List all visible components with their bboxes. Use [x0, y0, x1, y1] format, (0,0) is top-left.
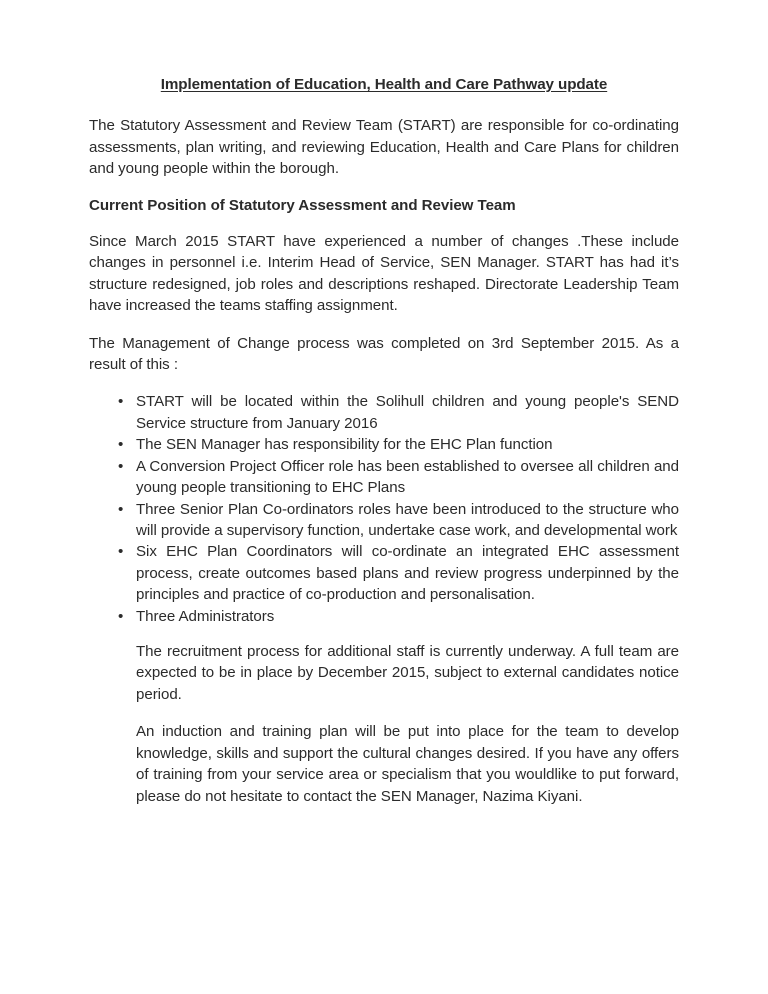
- paragraph-recruitment: The recruitment process for additional staff is currently underway. A full team are expected to be in place by December 2015, subject to external candidates notice period.: [136, 643, 679, 703]
- bullet-icon: •: [118, 436, 124, 454]
- bullet-icon: •: [118, 607, 124, 625]
- list-item: [89, 434, 679, 455]
- bullet-icon: •: [118, 543, 124, 561]
- list-item-text: Three Administrators: [136, 607, 275, 625]
- section-heading-current-position: Current Position of Statutory Assessment and Review Team: [89, 196, 516, 214]
- bullet-icon: •: [118, 457, 124, 475]
- document-body: [89, 76, 679, 807]
- list-item: [89, 391, 679, 434]
- list-item: [89, 541, 679, 605]
- list-item-text: START will be located within the Solihull children and young people's SEND Service structure from January 2016: [136, 393, 679, 432]
- list-item: [89, 606, 679, 627]
- list-item-text: A Conversion Project Officer role has been established to oversee all children and young people transitioning to EHC Plans: [136, 457, 679, 497]
- bullet-icon: •: [118, 393, 124, 411]
- list-item-text: The SEN Manager has responsibility for the EHC Plan function: [136, 436, 553, 454]
- bullet-icon: •: [118, 500, 124, 518]
- intro-paragraph: The Statutory Assessment and Review Team (START) are responsible for co-ordinating assessments, plan writing, and reviewing Education, Health and Care Plans for children and young people within the borough.: [89, 117, 679, 178]
- list-item-text: Six EHC Plan Coordinators will co-ordinate an integrated EHC assessment process, create outcomes based plans and review progress underpinned by the principles and practice of co-production and personalisation.: [136, 543, 679, 604]
- list-item-text: Three Senior Plan Co-ordinators roles have been introduced to the structure who will provide a supervisory function, undertake case work, and developmental work: [136, 500, 679, 539]
- list-item: [89, 499, 679, 542]
- paragraph-changes: Since March 2015 START have experienced a number of changes .These include changes in personnel i.e. Interim Head of Service, SEN Manager. START has had it’s structure redesigned, job roles and descriptions reshaped. Directorate Leadership Team have increased the teams staffing assignment.: [89, 232, 679, 315]
- paragraph-management-of-change: The Management of Change process was completed on 3rd September 2015. As a result of this :: [89, 334, 679, 373]
- outcomes-bullet-list: [89, 391, 679, 627]
- page-title: [89, 76, 679, 94]
- page-title-text: Implementation of Education, Health and Care Pathway update: [160, 76, 608, 93]
- list-item: [89, 456, 679, 499]
- paragraph-induction: An induction and training plan will be put into place for the team to develop knowledge, skills and support the cultural changes desired. If you have any offers of training from your service area or specialism that you wouldlike to put forward, please do not hesitate to contact the SEN Manager, Nazima Kiyani.: [136, 723, 679, 805]
